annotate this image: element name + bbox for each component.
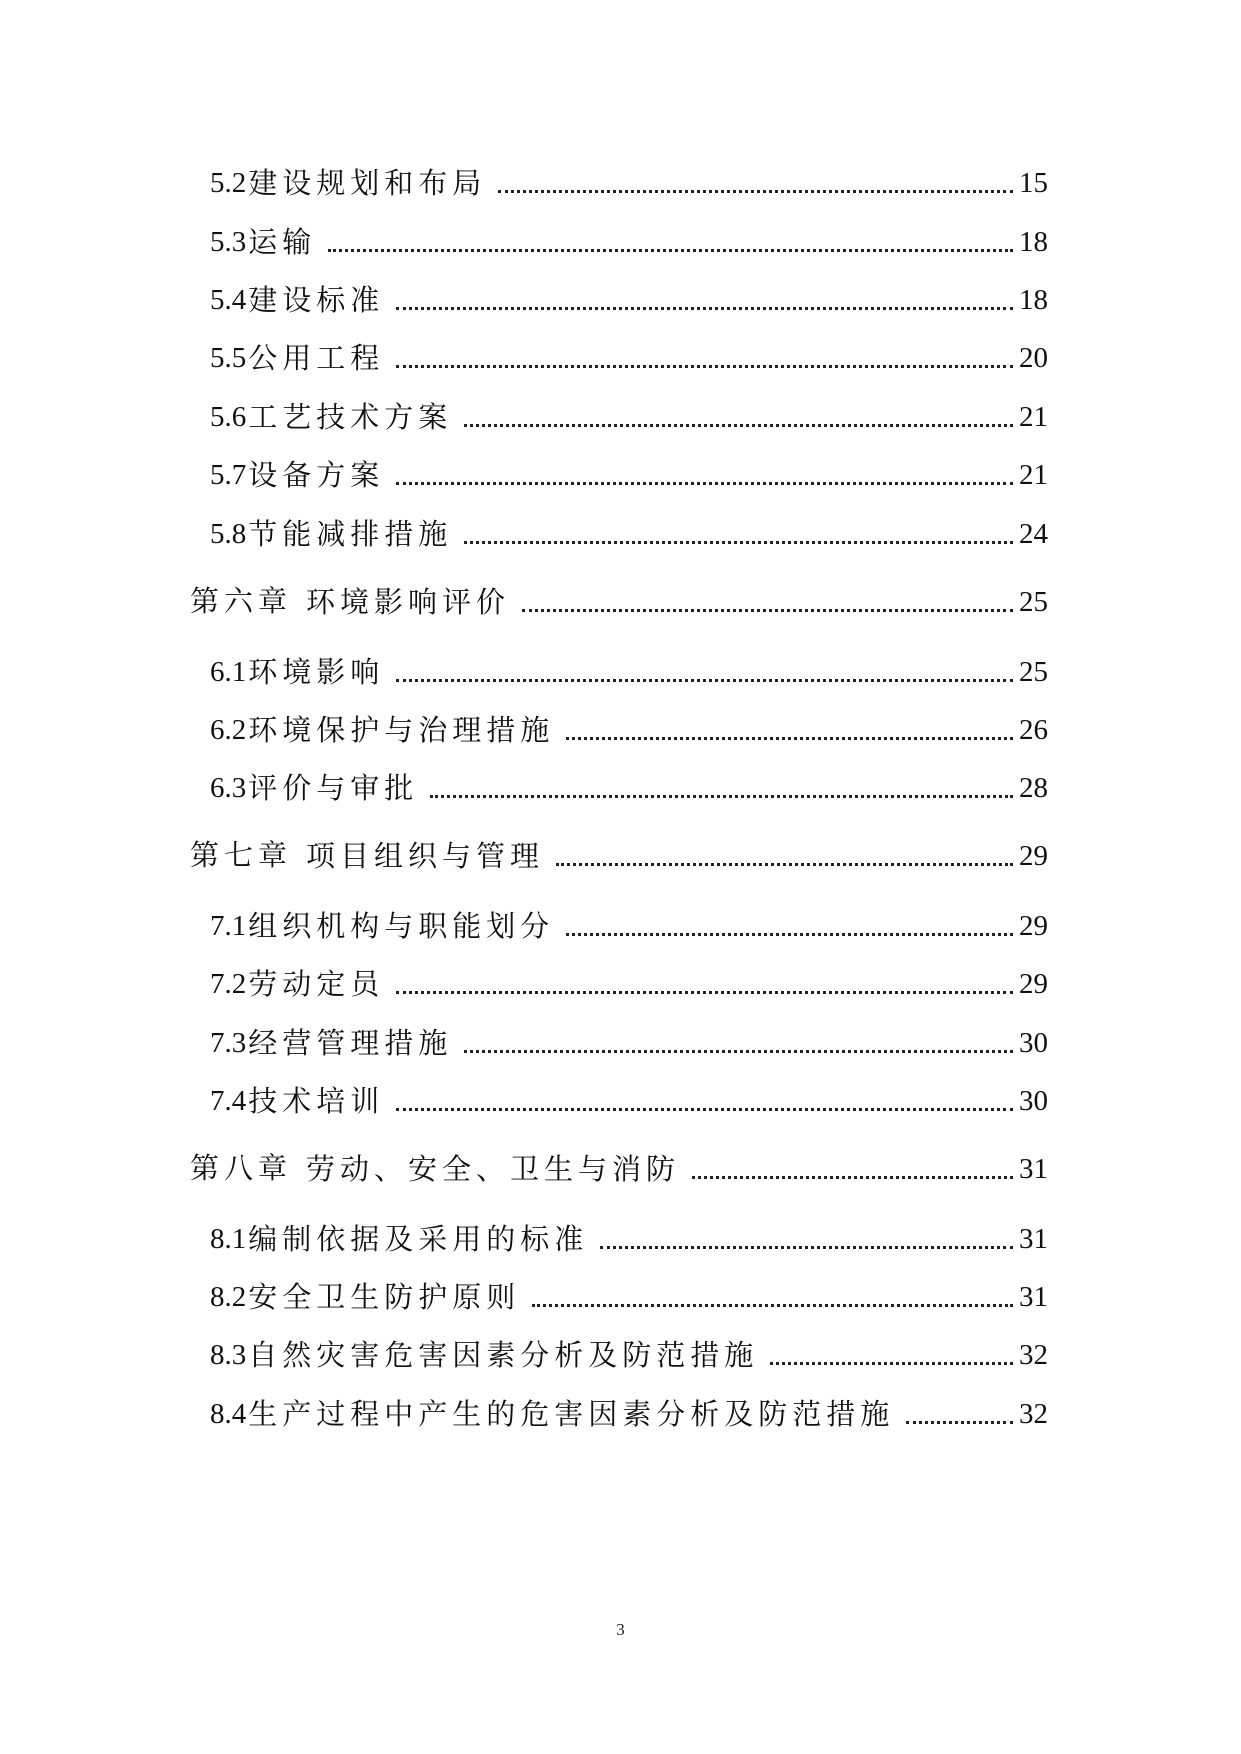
toc-entry-page: 31 — [1019, 1281, 1048, 1313]
toc-entry-number: 6.2 — [210, 714, 247, 746]
toc-entry-number: 8.2 — [210, 1281, 247, 1313]
dot-leader — [396, 307, 1013, 310]
toc-entry-title: 设备方案 — [248, 458, 385, 492]
toc-entry-title: 生产过程中产生的危害因素分析及防范措施 — [248, 1397, 895, 1431]
toc-entry-page: 32 — [1019, 1398, 1048, 1430]
toc-entry-number: 8.4 — [210, 1398, 247, 1430]
toc-entry — [210, 1021, 1048, 1065]
dot-leader — [328, 249, 1013, 252]
toc-entry — [210, 512, 1048, 556]
toc-entry-number: 5.5 — [210, 342, 247, 374]
toc-entry — [210, 336, 1048, 380]
toc-entry-page: 29 — [1019, 840, 1048, 872]
dot-leader — [464, 541, 1013, 544]
toc-entry-title: 劳动定员 — [248, 967, 385, 1001]
toc-entry-number: 5.7 — [210, 459, 247, 491]
toc-entry-title: 运输 — [248, 225, 317, 259]
toc-entry-title: 自然灾害危害因素分析及防范措施 — [248, 1338, 759, 1372]
toc-entry — [210, 708, 1048, 752]
toc-entry-title: 技术培训 — [248, 1084, 385, 1118]
toc-entry-title: 安全卫生防护原则 — [248, 1280, 521, 1314]
toc-entry-number: 8.1 — [210, 1223, 247, 1255]
toc-chapter-title: 劳动、安全、卫生与消防 — [306, 1152, 681, 1186]
toc-entry — [210, 1275, 1048, 1319]
toc-entry — [210, 1079, 1048, 1123]
dot-leader — [396, 679, 1013, 682]
dot-leader — [396, 1108, 1013, 1111]
toc-chapter-title: 项目组织与管理 — [306, 839, 545, 873]
toc-chapter-entry — [190, 580, 1048, 624]
toc-entry-number: 7.1 — [210, 910, 247, 942]
toc-entry — [210, 962, 1048, 1006]
toc-entry-number: 5.4 — [210, 284, 247, 316]
toc-entry-page: 21 — [1019, 401, 1048, 433]
toc-entry — [210, 278, 1048, 322]
dot-leader — [464, 1050, 1013, 1053]
toc-entry-page: 28 — [1019, 772, 1048, 804]
toc-entry-number: 7.3 — [210, 1027, 247, 1059]
toc-chapter-number: 第六章 — [190, 586, 293, 618]
toc-entry — [210, 161, 1048, 205]
dot-leader — [532, 1304, 1013, 1307]
toc-entry-number: 8.3 — [210, 1339, 247, 1371]
toc-entry-page: 21 — [1019, 459, 1048, 491]
toc-entry-number: 5.8 — [210, 518, 247, 550]
toc-entry-number: 6.1 — [210, 656, 247, 688]
toc-entry-number: 7.2 — [210, 968, 247, 1000]
toc-entry-title: 经营管理措施 — [248, 1026, 453, 1060]
toc-entry-number: 7.4 — [210, 1085, 247, 1117]
dot-leader — [770, 1362, 1013, 1365]
toc-entry — [210, 453, 1048, 497]
toc-entry-title: 节能减排措施 — [248, 517, 453, 551]
toc-entry — [210, 766, 1048, 810]
dot-leader — [566, 737, 1013, 740]
page-number: 3 — [616, 1620, 625, 1639]
toc-entry-page: 29 — [1019, 968, 1048, 1000]
toc-entry-page: 31 — [1019, 1153, 1048, 1185]
toc-entry-page: 29 — [1019, 910, 1048, 942]
toc-entry-page: 20 — [1019, 342, 1048, 374]
dot-leader — [430, 795, 1013, 798]
toc-entry-number: 5.3 — [210, 226, 247, 258]
toc-entry-page: 18 — [1019, 284, 1048, 316]
dot-leader — [522, 609, 1013, 612]
toc-entry — [210, 904, 1048, 948]
toc-entry-title: 评价与审批 — [248, 771, 419, 805]
toc-entry — [210, 1333, 1048, 1377]
toc-entry — [210, 1392, 1048, 1436]
toc-entry-page: 26 — [1019, 714, 1048, 746]
toc-entry-title: 环境保护与治理措施 — [248, 713, 555, 747]
toc-entry-title: 建设标准 — [248, 283, 385, 317]
toc-chapter-number: 第八章 — [190, 1153, 293, 1185]
toc-entry — [210, 220, 1048, 264]
toc-entry-title: 组织机构与职能划分 — [248, 909, 555, 943]
toc-entry-page: 32 — [1019, 1339, 1048, 1371]
toc-entry — [210, 650, 1048, 694]
toc-entry-page: 15 — [1019, 167, 1048, 199]
toc-entry-page: 25 — [1019, 586, 1048, 618]
toc-entry-title: 编制依据及采用的标准 — [248, 1222, 589, 1256]
toc-chapter-title: 环境影响评价 — [306, 585, 511, 619]
toc-entry — [210, 1217, 1048, 1261]
toc-entry-number: 5.2 — [210, 167, 247, 199]
toc-chapter-entry — [190, 834, 1048, 878]
dot-leader — [464, 424, 1013, 427]
dot-leader — [692, 1176, 1013, 1179]
dot-leader — [498, 190, 1013, 193]
toc-entry-title: 公用工程 — [248, 341, 385, 375]
dot-leader — [566, 933, 1013, 936]
toc-chapter-number: 第七章 — [190, 840, 293, 872]
toc-entry-page: 30 — [1019, 1027, 1048, 1059]
dot-leader — [396, 365, 1013, 368]
dot-leader — [396, 482, 1013, 485]
toc-entry-page: 31 — [1019, 1223, 1048, 1255]
toc-entry-page: 30 — [1019, 1085, 1048, 1117]
dot-leader — [396, 991, 1013, 994]
toc-entry-title: 环境影响 — [248, 655, 385, 689]
toc-entry-title: 建设规划和布局 — [248, 166, 487, 200]
toc-chapter-entry — [190, 1147, 1048, 1191]
toc-entry — [210, 395, 1048, 439]
dot-leader — [906, 1421, 1013, 1424]
dot-leader — [600, 1246, 1013, 1249]
toc-entry-page: 18 — [1019, 226, 1048, 258]
dot-leader — [556, 863, 1013, 866]
toc-entry-number: 6.3 — [210, 772, 247, 804]
toc-entry-page: 24 — [1019, 518, 1048, 550]
toc-entry-title: 工艺技术方案 — [248, 400, 453, 434]
toc-entry-number: 5.6 — [210, 401, 247, 433]
toc-entry-page: 25 — [1019, 656, 1048, 688]
